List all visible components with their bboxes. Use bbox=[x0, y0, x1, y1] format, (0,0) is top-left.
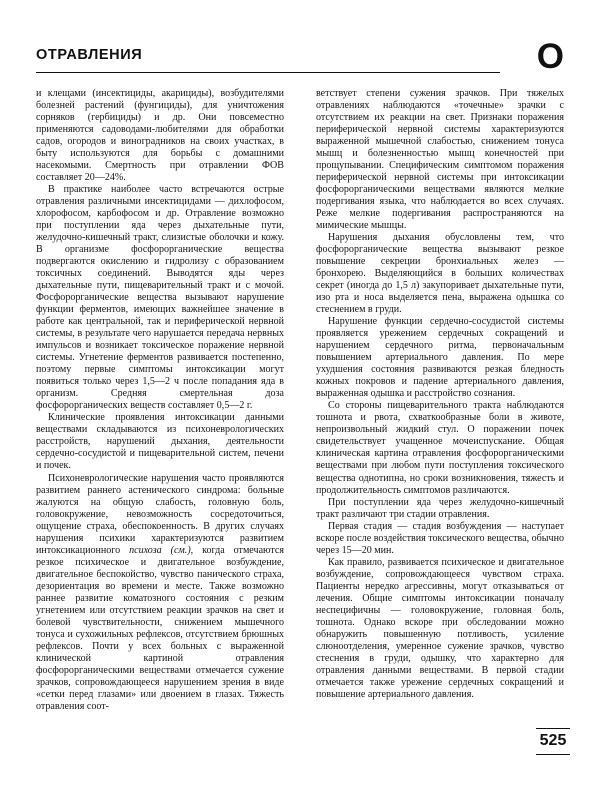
paragraph: При поступлении яда через желудочно-кишечный тракт различают три стадии отравления. bbox=[316, 496, 564, 520]
running-head bbox=[36, 37, 564, 84]
paragraph: Со стороны пищеварительного тракта наблюдаются тошнота и рвота, схваткообразные боли в животе, непроизвольный жидкий стул. О поражении почек свидетельствует учащенное мочеиспускание. Общая клиническая картина отравления фосфорорганическими веществами при любом пути поступления токсического вещества однотипна, но сроки возникновения, тяжесть и продолжительность симптомов различаются. bbox=[316, 400, 564, 496]
paragraph: ветствует степени сужения зрачков. При тяжелых отравлениях наблюдаются «точечные» зрачки с отсутствием их реакции на свет. Признаки поражения периферической нервной системы характеризуются выраженной мышечной слабостью, снижением тонуса мышц и болезненностью мышц конечностей при прощупывании. Специфическим симптомом поражения периферической нервной системы при интоксикации фосфорорганическими веществами являются мелкие подергивания языка, что наблюдается во всех случаях. Реже мелкие подергивания распространяются на мимические мышцы. bbox=[316, 88, 564, 232]
body-columns bbox=[36, 88, 564, 738]
section-letter: О bbox=[536, 37, 564, 76]
text-column-left bbox=[36, 88, 284, 713]
paragraph: Клинические проявления интоксикации данными веществами складываются из психоневрологических расстройств, нарушений дыхания, деятельности сердечно-сосудистой и пищеварительной систем, печени и почек. bbox=[36, 412, 284, 472]
italic-term: психоза (см.), bbox=[129, 544, 194, 556]
paragraph: В практике наиболее часто встречаются острые отравления различными инсектицидами — дихлофосом, хлорофосом, карбофосом и др. Отравление возможно при поступлении яда через дыхательные пути, желудочно-кишечный тракт, слизистые оболочки и кожу. В организме фосфорорганические вещества подвергаются окислению и гидролизу с образованием токсичных соединений. Выводятся яды через дыхательные пути, пищеварительный тракт и с мочой. Фосфорорганические вещества вызывают нарушение функции ферментов, имеющих важнейшее значение в работе как центральной, так и периферической нервной системы, в результате чего нарушается передача нервных импульсов и возникает токсическое поражение нервной системы. Угнетение ферментов развивается постепенно, поэтому первые симптомы интоксикации могут появиться только через 1,5—2 ч после попадания яда в организм. Средняя смертельная доза фосфорорганических веществ составляет 0,5—2 г. bbox=[36, 184, 284, 412]
paragraph: и клещами (инсектициды, акарициды), возбудителями болезней растений (фунгициды), для уничтожения сорняков (гербициды) и др. Они повсеместно применяются садоводами-любителями для обработки садов, огородов и виноградников на своих участках, в быту используются для борьбы с домашними насекомыми. Смертность при отравлении ФОВ составляет 20—24%. bbox=[36, 88, 284, 184]
paragraph: Как правило, развивается психическое и двигательное возбуждение, сопровождающееся чувством страха. Пациенты нередко агрессивны, могут отказываться от лечения. Общие симптомы интоксикации поначалу неспецифичны — головокружение, головная боль, тошнота. Однако вскоре при обследовании можно обнаружить повышенную потливость, усиление слюноотделения, умеренное сужение зрачков, чувство стеснения в груди, одышку, что характерно для отравления данными веществами. В первой стадии отмечается также урежение сердечных сокращений и повышение артериального давления. bbox=[316, 556, 564, 700]
running-head-title: ОТРАВЛЕНИЯ bbox=[36, 47, 143, 63]
folio bbox=[530, 728, 576, 755]
paragraph: Первая стадия — стадия возбуждения — наступает вскоре после воздействия токсического вещества, обычно через 15—20 мин. bbox=[316, 520, 564, 556]
folio-rule-bottom bbox=[536, 754, 570, 755]
paragraph: Нарушение функции сердечно-сосудистой системы проявляется урежением сердечных сокращений и нарушением сердечного ритма, первоначальным повышением артериального давления. По мере ухудшения состояния развиваются резкая бледность кожных покровов и падение артериального давления, выраженная одышка и расстройство сознания. bbox=[316, 316, 564, 400]
page-number: 525 bbox=[539, 732, 567, 749]
running-head-rule bbox=[36, 72, 500, 73]
paragraph: Нарушения дыхания обусловлены тем, что фосфорорганические вещества вызывают резкое повышение секреции бронхиальных желез — бронхорею. Выделяющийся в больших количествах секрет (иногда до 1,5 л) закупоривает дыхательные пути, изо рта и носа выделяется пена, выражена одышка со стеснением в груди. bbox=[316, 232, 564, 316]
text-column-right bbox=[316, 88, 564, 701]
paragraph: Психоневрологические нарушения часто проявляются развитием раннего астенического синдрома: больные жалуются на общую слабость, головную боль, головокружение, невозможность сосредоточиться, ощущение страха, обеспокоенность. В других случаях нарушения психики характеризуются развитием интоксикационного психоза (см.), когда отмечаются резкое психическое и двигательное возбуждение, двигательное беспокойство, чувство панического страха, дезориентация во времени и месте. Также возможно раннее развитие коматозного состояния с резким угнетением или отсутствием реакции зрачков на свет и болевой чувствительности, снижением мышечного тонуса и сухожильных рефлексов, отсутствием брюшных рефлексов. Почти у всех больных с выраженной клинической картиной отравления фосфорорганическими веществами отмечается сужение зрачков, сопровождающееся нарушением зрения в виде «сетки перед глазами» или двоением в глазах. Тяжесть отравления соот- bbox=[36, 472, 284, 712]
